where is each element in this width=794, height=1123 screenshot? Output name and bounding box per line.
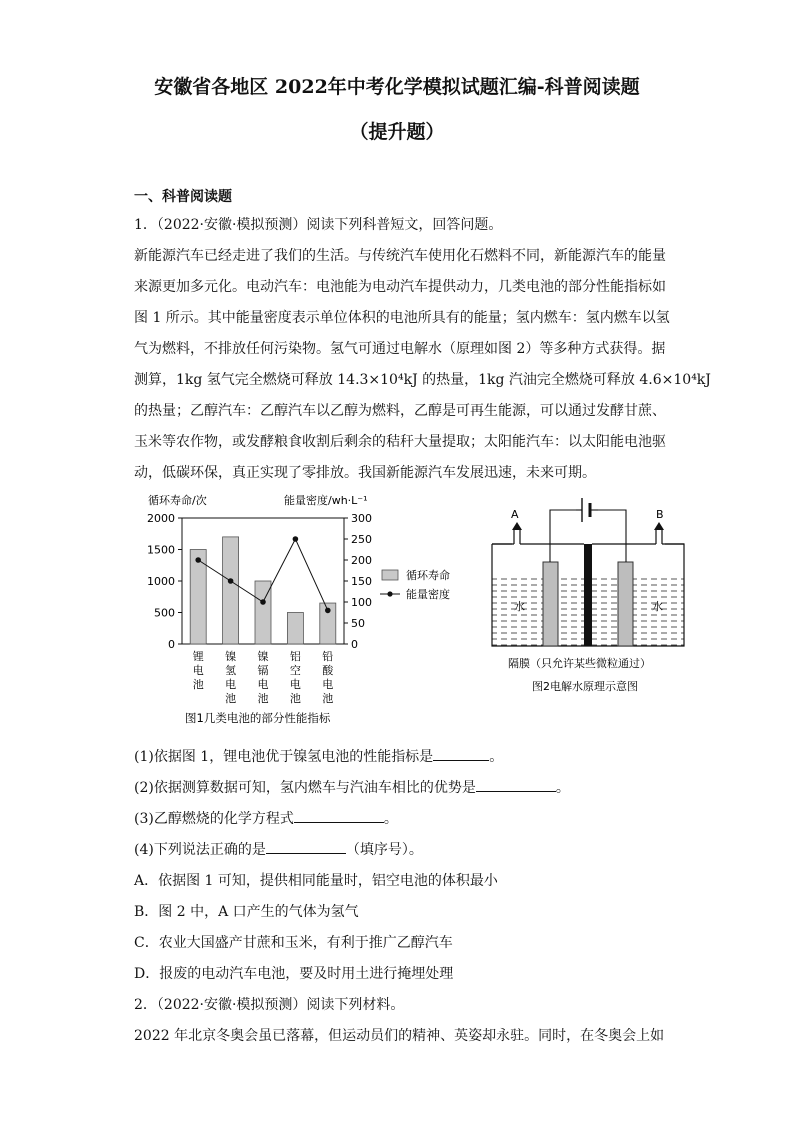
chart-caption: 图1几类电池的部分性能指标 xyxy=(185,711,331,725)
page-title: 安徽省各地区 2022年中考化学模拟试题汇编-科普阅读题 xyxy=(154,76,640,98)
legend-swatch-cycle-life xyxy=(382,570,398,580)
outlet-b xyxy=(656,530,662,544)
category-label-char: 镍 xyxy=(257,650,269,663)
sub-question-text: (4)下列说法正确的是 xyxy=(134,842,266,858)
left-tick-label: 0 xyxy=(168,638,175,651)
electrode-left xyxy=(543,562,558,646)
category-label-char: 池 xyxy=(289,692,301,705)
passage-line: 2022 年北京冬奥会虽已落幕，但运动员们的精神、英姿却永驻。同时，在冬奥会上如 xyxy=(134,1028,665,1044)
outlet-b-arrow xyxy=(654,522,664,530)
option-d: D．报废的电动汽车电池，要及时用土进行掩埋处理 xyxy=(134,966,454,982)
right-tick-label: 100 xyxy=(351,596,372,609)
category-label-char: 电 xyxy=(225,678,237,691)
section-heading: 一、科普阅读题 xyxy=(134,189,232,205)
sub-question-text: (2)依据测算数据可知，氢内燃车与汽油车相比的优势是 xyxy=(134,780,476,796)
bar-cycle-life-2 xyxy=(223,537,239,644)
bar-cycle-life-4 xyxy=(287,613,303,645)
figure-1-chart xyxy=(120,488,480,738)
category-label-char: 空 xyxy=(289,664,301,677)
right-tick-label: 200 xyxy=(351,554,372,567)
answer-blank[interactable] xyxy=(294,810,384,823)
category-label-char: 电 xyxy=(322,678,334,691)
membrane xyxy=(584,544,592,646)
wire-left xyxy=(550,510,576,562)
sub-question-2 xyxy=(134,777,570,797)
category-label-char: 池 xyxy=(257,692,269,705)
water-label-right: 水 xyxy=(652,600,663,613)
sub-question-text: (1)依据图 1，锂电池优于镍氢电池的性能指标是 xyxy=(134,749,434,765)
answer-blank[interactable] xyxy=(476,779,556,792)
energy-density-point-2 xyxy=(228,578,234,584)
passage-line: 图 1 所示。其中能量密度表示单位体积的电池所具有的能量；氢内燃车：氢内燃车以氢 xyxy=(134,310,670,326)
category-label-char: 酸 xyxy=(322,664,334,677)
sub-question-3 xyxy=(134,808,398,828)
energy-density-point-5 xyxy=(325,608,331,614)
question-2-intro: 2．（2022·安徽·模拟预测）阅读下列材料。 xyxy=(134,997,405,1013)
option-a: A．依据图 1 可知，提供相同能量时，铝空电池的体积最小 xyxy=(134,873,498,889)
outlet-a-arrow xyxy=(512,522,522,530)
right-tick-label: 300 xyxy=(351,512,372,525)
legend-label-energy-density: 能量密度 xyxy=(406,588,450,601)
sub-question-1 xyxy=(134,746,503,766)
membrane-note: 隔膜（只允许某些微粒通过） xyxy=(508,657,651,670)
label-a: A xyxy=(511,508,519,521)
page-subtitle: （提升题） xyxy=(349,121,445,143)
option-c: C．农业大国盛产甘蔗和玉米，有利于推广乙醇汽车 xyxy=(134,935,453,951)
right-tick-label: 250 xyxy=(351,533,372,546)
energy-density-point-4 xyxy=(293,536,299,542)
figure-2-diagram xyxy=(480,492,700,702)
right-tick-label: 150 xyxy=(351,575,372,588)
sub-question-end: 。 xyxy=(383,811,398,827)
sub-question-end: （填序号）。 xyxy=(345,842,423,858)
option-b: B．图 2 中，A 口产生的气体为氢气 xyxy=(134,904,359,920)
category-label-char: 铅 xyxy=(322,650,334,663)
wire-right xyxy=(598,510,626,562)
category-label-char: 镍 xyxy=(225,650,237,663)
category-label-char: 电 xyxy=(257,678,269,691)
sub-question-end: 。 xyxy=(555,780,570,796)
outlet-a xyxy=(514,530,520,544)
passage-line: 新能源汽车已经走进了我们的生活。与传统汽车使用化石燃料不同，新能源汽车的能量 xyxy=(134,248,666,264)
category-label-char: 电 xyxy=(192,664,204,677)
left-tick-label: 500 xyxy=(154,606,175,620)
question-1-intro: 1．（2022·安徽·模拟预测）阅读下列科普短文，回答问题。 xyxy=(134,217,503,233)
left-axis-title: 循环寿命/次 xyxy=(148,494,207,507)
passage-line: 的热量；乙醇汽车：乙醇汽车以乙醇为燃料，乙醇是可再生能源，可以通过发酵甘蔗、 xyxy=(134,403,666,419)
right-axis-title: 能量密度/wh·L⁻¹ xyxy=(284,494,368,507)
category-label-char: 锂 xyxy=(192,650,204,663)
left-tick-label: 1500 xyxy=(147,543,175,557)
energy-density-point-3 xyxy=(260,599,266,605)
category-label-char: 池 xyxy=(322,692,334,705)
category-label-char: 铝 xyxy=(289,650,301,663)
passage-line: 动，低碳环保，真正实现了零排放。我国新能源汽车发展迅速，未来可期。 xyxy=(134,465,596,481)
sub-question-4 xyxy=(134,839,423,859)
answer-blank[interactable] xyxy=(266,841,346,854)
legend-marker-energy-density xyxy=(387,591,392,596)
left-tick-label: 2000 xyxy=(147,512,175,525)
category-label-char: 电 xyxy=(289,678,301,691)
right-tick-label: 0 xyxy=(351,638,358,651)
category-label-char: 池 xyxy=(192,678,204,691)
passage-line: 来源更加多元化。电动汽车：电池能为电动汽车提供动力，几类电池的部分性能指标如 xyxy=(134,279,666,295)
category-label-char: 氢 xyxy=(225,664,237,677)
label-b: B xyxy=(656,508,664,521)
water-label-left: 水 xyxy=(514,600,525,613)
passage-line: 气为燃料，不排放任何污染物。氢气可通过电解水（原理如图 2）等多种方式获得。据 xyxy=(134,341,666,357)
passage-line: 玉米等农作物，或发酵粮食收割后剩余的秸秆大量提取；太阳能汽车：以太阳能电池驱 xyxy=(134,434,666,450)
figure-2-caption: 图2电解水原理示意图 xyxy=(532,680,638,693)
category-label-char: 池 xyxy=(225,692,237,705)
left-tick-label: 1000 xyxy=(147,575,175,588)
passage-line: 测算，1kg 氢气完全燃烧可释放 14.3×10⁴kJ 的热量，1kg 汽油完全燃烧可释放 4.6×10⁴kJ xyxy=(134,372,711,388)
right-tick-label: 50 xyxy=(351,617,365,630)
legend-label-cycle-life: 循环寿命 xyxy=(406,569,450,582)
sub-question-end: 。 xyxy=(489,749,504,765)
sub-question-text: (3)乙醇燃烧的化学方程式 xyxy=(134,811,294,827)
energy-density-point-1 xyxy=(195,557,201,563)
category-label-char: 镉 xyxy=(257,664,269,677)
answer-blank[interactable] xyxy=(433,748,489,761)
electrode-right xyxy=(618,562,633,646)
